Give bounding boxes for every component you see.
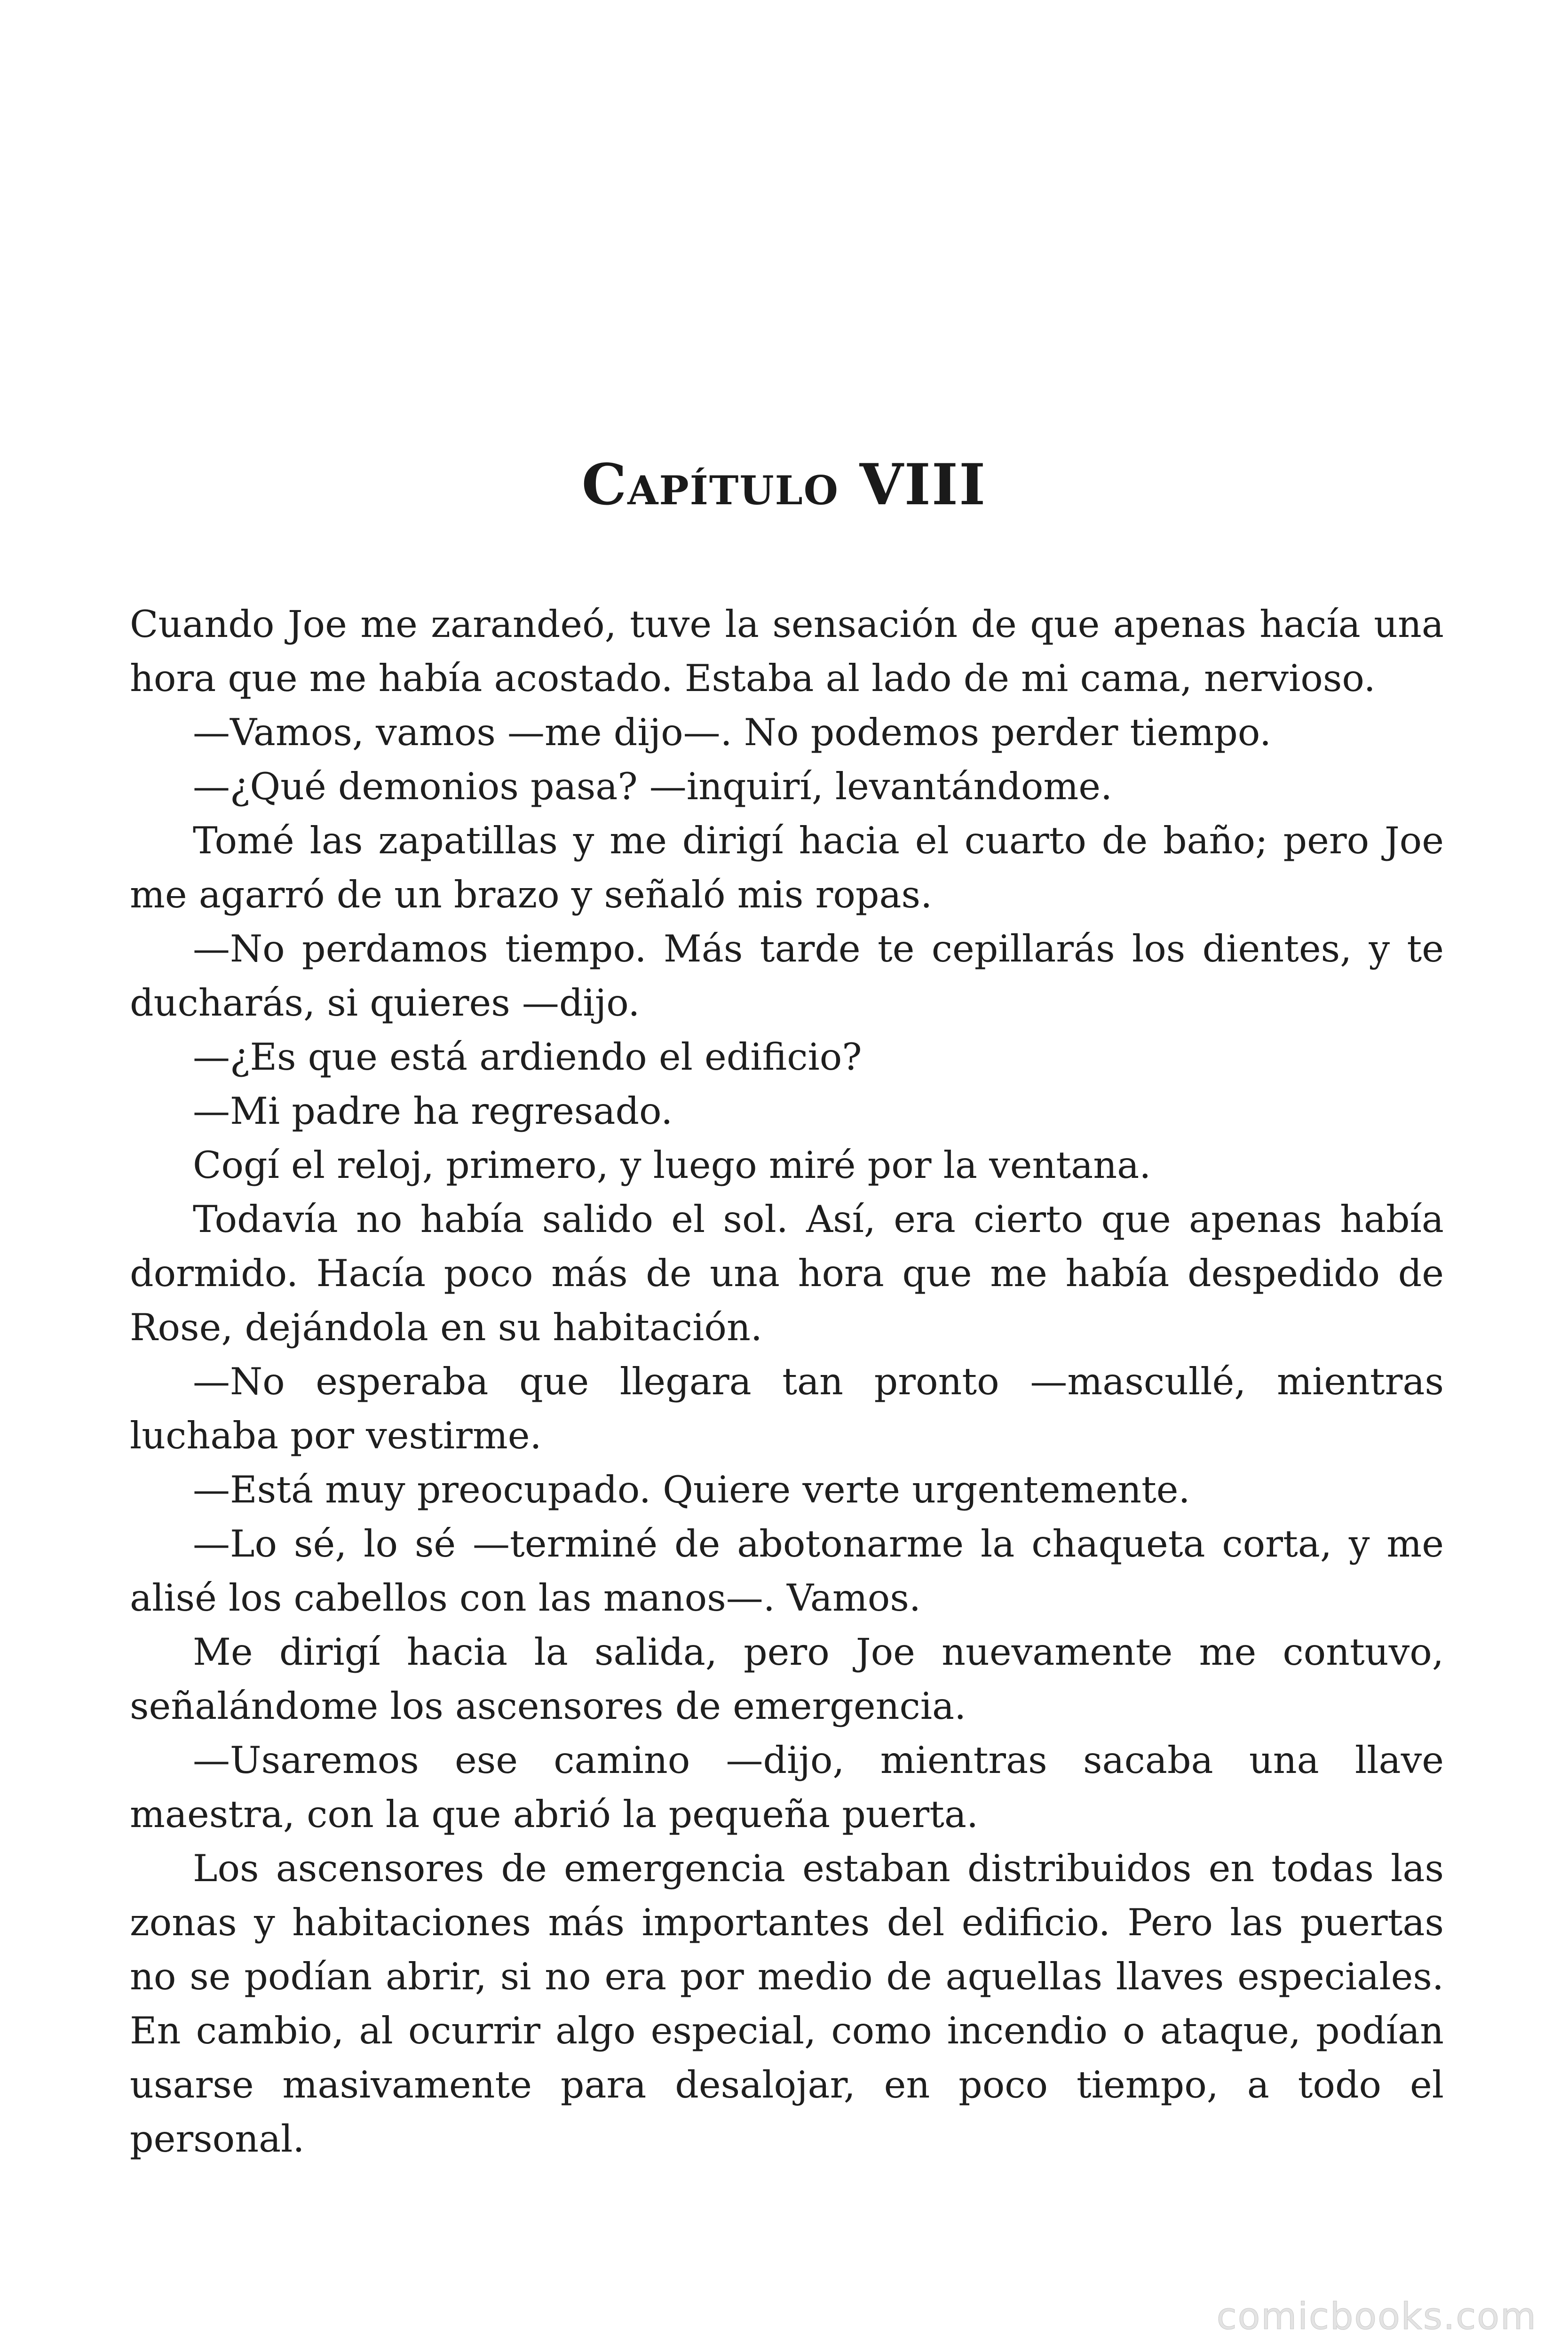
paragraph: —No perdamos tiempo. Más tarde te cepillarás los dientes, y te ducharás, si quieres —dijo. (130, 927, 1444, 1025)
watermark: comicbooks.com (1216, 2296, 1537, 2338)
paragraph: Me dirigí hacia la salida, pero Joe nuevamente me contuvo, señalándome los ascensores de emergencia. (130, 1630, 1444, 1728)
paragraph: —Lo sé, lo sé —terminé de abotonarme la chaqueta corta, y me alisé los cabellos con las manos—. Vamos. (130, 1522, 1444, 1620)
chapter-title: Capítulo VIII (581, 452, 987, 518)
paragraph: Tomé las zapatillas y me dirigí hacia el cuarto de baño; pero Joe me agarró de un brazo y señaló mis ropas. (130, 819, 1444, 916)
paragraph: —Está muy preocupado. Quiere verte urgentemente. (193, 1468, 1190, 1511)
paragraph: —Vamos, vamos —me dijo—. No podemos perder tiempo. (193, 711, 1272, 754)
paragraph: —¿Es que está ardiendo el edificio? (193, 1035, 862, 1079)
paragraph: Todavía no había salido el sol. Así, era cierto que apenas había dormido. Hacía poco más de una hora que me había despedido de Rose, dejándola en su habitación. (130, 1198, 1444, 1349)
paragraph: Los ascensores de emergencia estaban distribuidos en todas las zonas y habitaciones más importantes del edificio. Pero las puertas no se podían abrir, si no era por medio de aquellas llaves especiales. En cambio, al ocurrir algo especial, como incendio o ataque, podían usarse masivamente para desalojar, en poco tiempo, a todo el personal. (130, 1847, 1444, 2161)
paragraph: —Mi padre ha regresado. (193, 1089, 673, 1133)
chapter-body (130, 597, 1444, 2166)
paragraph: —No esperaba que llegara tan pronto —mascullé, mientras luchaba por vestirme. (130, 1360, 1444, 1457)
paragraph: —Usaremos ese camino —dijo, mientras sacaba una llave maestra, con la que abrió la pequeña puerta. (130, 1739, 1444, 1836)
paragraph: Cogí el reloj, primero, y luego miré por la ventana. (193, 1144, 1151, 1187)
paragraph: Cuando Joe me zarandeó, tuve la sensación de que apenas hacía una hora que me había acostado. Estaba al lado de mi cama, nervioso. (130, 603, 1444, 700)
paragraph: —¿Qué demonios pasa? —inquirí, levantándome. (193, 765, 1113, 808)
